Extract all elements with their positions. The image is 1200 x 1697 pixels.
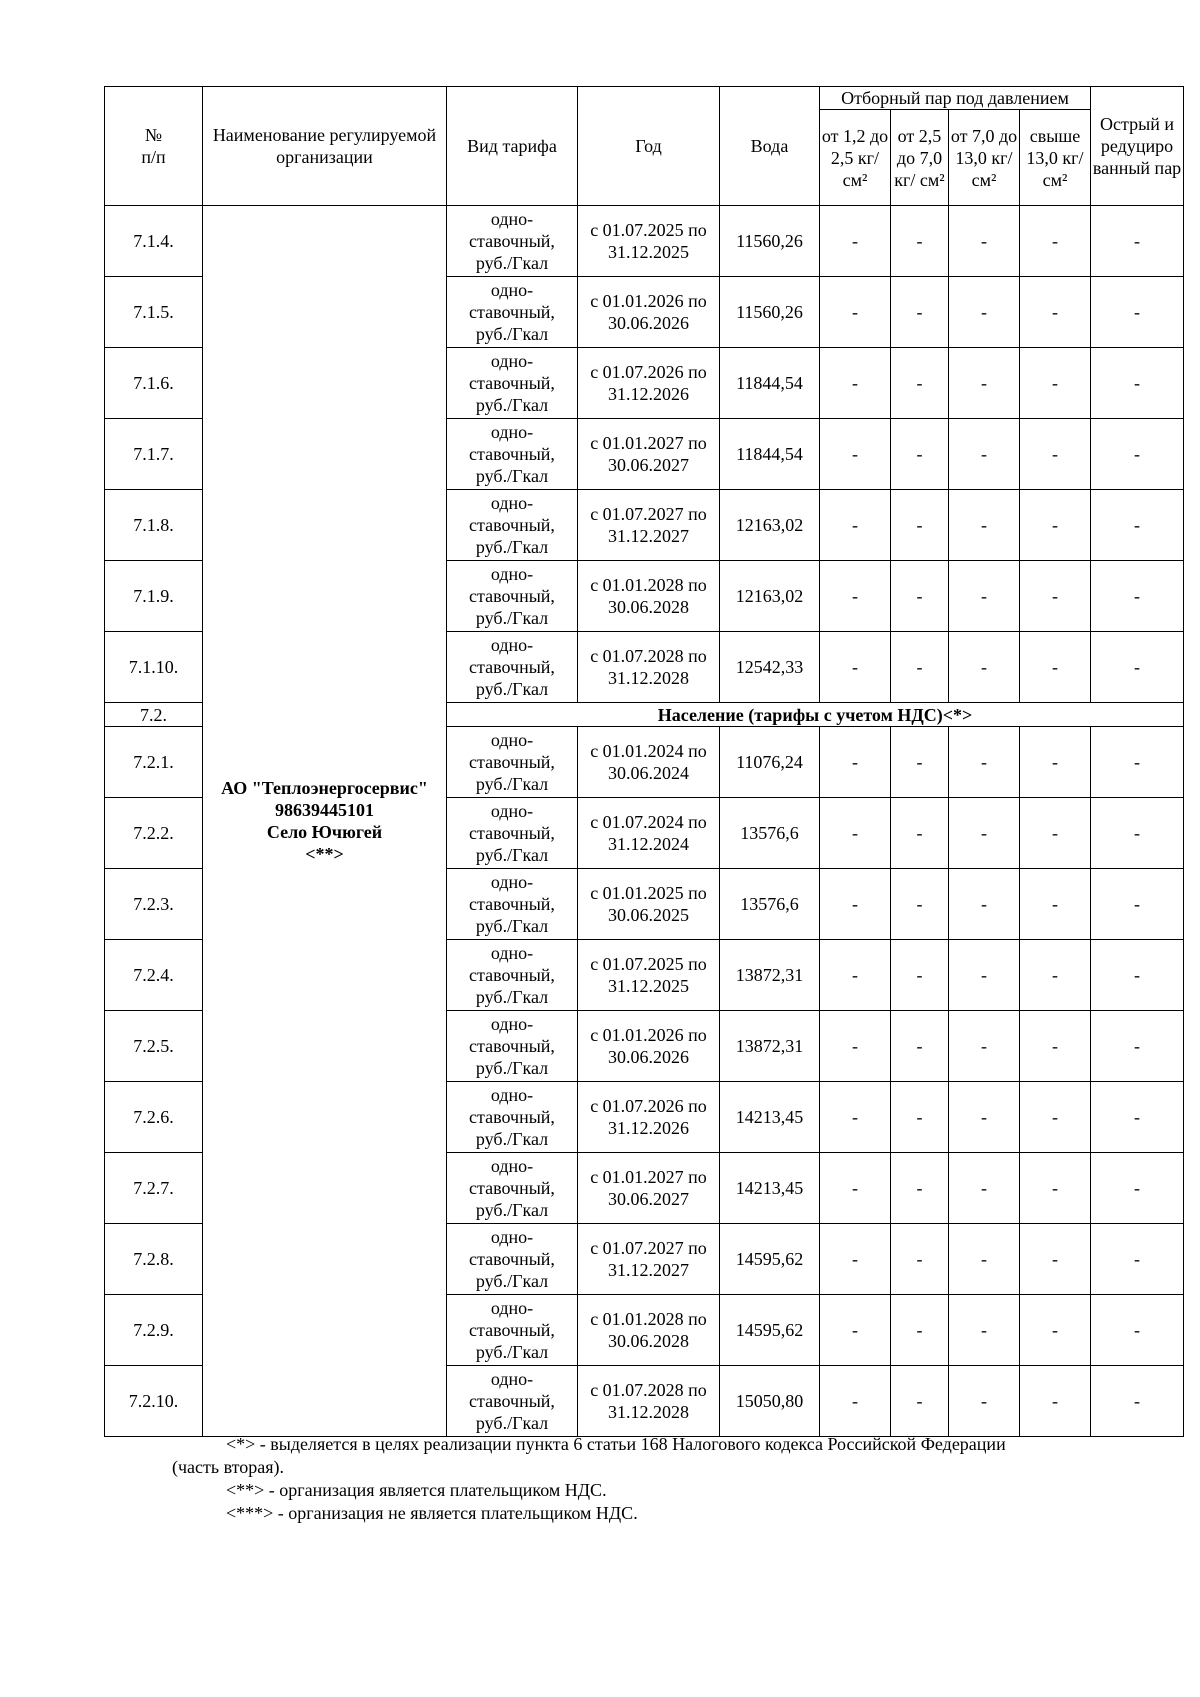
cell-p1: - — [820, 1153, 891, 1224]
header-year: Год — [578, 87, 720, 206]
cell-sharp: - — [1091, 419, 1184, 490]
cell-water: 11844,54 — [720, 419, 820, 490]
cell-p1: - — [820, 1366, 891, 1437]
cell-sharp: - — [1091, 490, 1184, 561]
cell-water: 11560,26 — [720, 277, 820, 348]
cell-period: с 01.07.2024 по 31.12.2024 — [578, 798, 720, 869]
cell-p4: - — [1020, 869, 1091, 940]
cell-period: с 01.01.2026 по 30.06.2026 — [578, 1011, 720, 1082]
cell-water: 14213,45 — [720, 1153, 820, 1224]
cell-sharp: - — [1091, 1295, 1184, 1366]
cell-period: с 01.07.2028 по 31.12.2028 — [578, 632, 720, 703]
cell-p3: - — [949, 419, 1020, 490]
cell-p2: - — [891, 561, 949, 632]
cell-sharp: - — [1091, 1224, 1184, 1295]
cell-tariff: одно- ставочный, руб./Гкал — [447, 1295, 578, 1366]
cell-period: с 01.01.2028 по 30.06.2028 — [578, 561, 720, 632]
cell-p1: - — [820, 940, 891, 1011]
section-num: 7.2. — [105, 703, 203, 727]
footnote-1: <*> - выделяется в целях реализации пункта 6 статьи 168 Налогового кодекса Российской Федерации — [226, 1434, 1006, 1454]
cell-p3: - — [949, 561, 1020, 632]
cell-water: 14595,62 — [720, 1224, 820, 1295]
cell-sharp: - — [1091, 869, 1184, 940]
cell-p1: - — [820, 1011, 891, 1082]
footnote-1-continuation: (часть вторая). — [172, 1457, 285, 1477]
cell-tariff: одно- ставочный, руб./Гкал — [447, 798, 578, 869]
cell-num: 7.1.10. — [105, 632, 203, 703]
section-title: Население (тарифы с учетом НДС)<*> — [447, 703, 1184, 727]
cell-num: 7.2.3. — [105, 869, 203, 940]
cell-sharp: - — [1091, 798, 1184, 869]
cell-tariff: одно- ставочный, руб./Гкал — [447, 419, 578, 490]
cell-tariff: одно- ставочный, руб./Гкал — [447, 561, 578, 632]
tariff-table — [104, 86, 1184, 1437]
cell-p3: - — [949, 940, 1020, 1011]
cell-num: 7.2.9. — [105, 1295, 203, 1366]
cell-p3: - — [949, 277, 1020, 348]
cell-p4: - — [1020, 1224, 1091, 1295]
cell-p2: - — [891, 798, 949, 869]
cell-p1: - — [820, 1295, 891, 1366]
organization-mark: <**> — [305, 844, 344, 864]
cell-p2: - — [891, 727, 949, 798]
cell-period: с 01.07.2027 по 31.12.2027 — [578, 1224, 720, 1295]
cell-num: 7.2.6. — [105, 1082, 203, 1153]
cell-p1: - — [820, 1224, 891, 1295]
cell-p3: - — [949, 206, 1020, 277]
cell-tariff: одно- ставочный, руб./Гкал — [447, 632, 578, 703]
footnote-2: <**> - организация является плательщиком НДС. — [226, 1480, 607, 1500]
cell-water: 14595,62 — [720, 1295, 820, 1366]
cell-tariff: одно- ставочный, руб./Гкал — [447, 348, 578, 419]
cell-p3: - — [949, 1153, 1020, 1224]
cell-p1: - — [820, 798, 891, 869]
cell-num: 7.1.4. — [105, 206, 203, 277]
cell-tariff: одно- ставочный, руб./Гкал — [447, 1153, 578, 1224]
cell-p4: - — [1020, 1295, 1091, 1366]
cell-p4: - — [1020, 632, 1091, 703]
cell-p4: - — [1020, 1366, 1091, 1437]
table-row — [105, 206, 1184, 277]
cell-tariff: одно- ставочный, руб./Гкал — [447, 1366, 578, 1437]
cell-p2: - — [891, 1011, 949, 1082]
cell-p3: - — [949, 869, 1020, 940]
cell-sharp: - — [1091, 277, 1184, 348]
cell-period: с 01.07.2028 по 31.12.2028 — [578, 1366, 720, 1437]
cell-sharp: - — [1091, 1082, 1184, 1153]
cell-tariff: одно- ставочный, руб./Гкал — [447, 277, 578, 348]
organization-name: АО "Теплоэнергосервис" — [221, 778, 428, 798]
header-pressure-4: свыше 13,0 кг/ см² — [1020, 110, 1091, 206]
header-tariff-type: Вид тарифа — [447, 87, 578, 206]
cell-num: 7.1.5. — [105, 277, 203, 348]
cell-num: 7.2.1. — [105, 727, 203, 798]
cell-p4: - — [1020, 1011, 1091, 1082]
cell-num: 7.2.5. — [105, 1011, 203, 1082]
cell-p2: - — [891, 869, 949, 940]
cell-water: 13872,31 — [720, 940, 820, 1011]
cell-sharp: - — [1091, 206, 1184, 277]
cell-p4: - — [1020, 490, 1091, 561]
cell-period: с 01.07.2025 по 31.12.2025 — [578, 940, 720, 1011]
cell-p4: - — [1020, 348, 1091, 419]
cell-p1: - — [820, 632, 891, 703]
organization-place: Село Ючюгей — [266, 822, 383, 842]
cell-p3: - — [949, 348, 1020, 419]
cell-water: 13576,6 — [720, 869, 820, 940]
cell-p2: - — [891, 1224, 949, 1295]
cell-sharp: - — [1091, 1366, 1184, 1437]
cell-num: 7.2.2. — [105, 798, 203, 869]
cell-period: с 01.01.2025 по 30.06.2025 — [578, 869, 720, 940]
cell-p3: - — [949, 1224, 1020, 1295]
header-row-1 — [105, 87, 1184, 110]
cell-tariff: одно- ставочный, руб./Гкал — [447, 940, 578, 1011]
cell-p2: - — [891, 632, 949, 703]
cell-water: 11844,54 — [720, 348, 820, 419]
cell-p1: - — [820, 561, 891, 632]
cell-p3: - — [949, 727, 1020, 798]
cell-p1: - — [820, 277, 891, 348]
cell-p3: - — [949, 1082, 1020, 1153]
cell-water: 14213,45 — [720, 1082, 820, 1153]
cell-tariff: одно- ставочный, руб./Гкал — [447, 490, 578, 561]
cell-num: 7.1.7. — [105, 419, 203, 490]
footnotes — [172, 1433, 1182, 1525]
cell-water: 11076,24 — [720, 727, 820, 798]
cell-p3: - — [949, 632, 1020, 703]
cell-p4: - — [1020, 206, 1091, 277]
cell-period: с 01.07.2027 по 31.12.2027 — [578, 490, 720, 561]
header-num: № п/п — [105, 87, 203, 206]
cell-p4: - — [1020, 561, 1091, 632]
cell-period: с 01.07.2026 по 31.12.2026 — [578, 348, 720, 419]
cell-p2: - — [891, 1366, 949, 1437]
cell-p2: - — [891, 490, 949, 561]
cell-p3: - — [949, 1295, 1020, 1366]
cell-p4: - — [1020, 940, 1091, 1011]
header-pressure-3: от 7,0 до 13,0 кг/ см² — [949, 110, 1020, 206]
cell-p2: - — [891, 206, 949, 277]
cell-water: 11560,26 — [720, 206, 820, 277]
cell-p4: - — [1020, 419, 1091, 490]
cell-p2: - — [891, 419, 949, 490]
cell-water: 15050,80 — [720, 1366, 820, 1437]
cell-p1: - — [820, 727, 891, 798]
cell-num: 7.2.7. — [105, 1153, 203, 1224]
cell-p2: - — [891, 277, 949, 348]
cell-water: 13872,31 — [720, 1011, 820, 1082]
header-pressure-2: от 2,5 до 7,0 кг/ см² — [891, 110, 949, 206]
cell-period: с 01.01.2027 по 30.06.2027 — [578, 419, 720, 490]
cell-sharp: - — [1091, 1153, 1184, 1224]
cell-sharp: - — [1091, 348, 1184, 419]
organization-code: 98639445101 — [275, 800, 374, 820]
cell-p3: - — [949, 798, 1020, 869]
footnote-3: <***> - организация не является плательщиком НДС. — [226, 1503, 638, 1523]
cell-num: 7.1.6. — [105, 348, 203, 419]
cell-period: с 01.01.2028 по 30.06.2028 — [578, 1295, 720, 1366]
cell-period: с 01.07.2026 по 31.12.2026 — [578, 1082, 720, 1153]
cell-water: 12163,02 — [720, 490, 820, 561]
cell-period: с 01.07.2025 по 31.12.2025 — [578, 206, 720, 277]
cell-p1: - — [820, 419, 891, 490]
cell-p2: - — [891, 940, 949, 1011]
cell-p2: - — [891, 348, 949, 419]
cell-num: 7.2.10. — [105, 1366, 203, 1437]
cell-p3: - — [949, 490, 1020, 561]
cell-p2: - — [891, 1153, 949, 1224]
cell-sharp: - — [1091, 1011, 1184, 1082]
cell-tariff: одно- ставочный, руб./Гкал — [447, 1224, 578, 1295]
cell-sharp: - — [1091, 727, 1184, 798]
cell-water: 12542,33 — [720, 632, 820, 703]
cell-p2: - — [891, 1295, 949, 1366]
cell-p1: - — [820, 490, 891, 561]
cell-num: 7.1.8. — [105, 490, 203, 561]
header-sharp-steam: Острый и редуциро ванный пар — [1091, 87, 1184, 206]
cell-tariff: одно- ставочный, руб./Гкал — [447, 869, 578, 940]
cell-p1: - — [820, 1082, 891, 1153]
header-pressure-1: от 1,2 до 2,5 кг/ см² — [820, 110, 891, 206]
cell-p4: - — [1020, 277, 1091, 348]
cell-p2: - — [891, 1082, 949, 1153]
cell-num: 7.1.9. — [105, 561, 203, 632]
cell-sharp: - — [1091, 940, 1184, 1011]
cell-p1: - — [820, 206, 891, 277]
cell-p4: - — [1020, 1153, 1091, 1224]
cell-water: 12163,02 — [720, 561, 820, 632]
cell-sharp: - — [1091, 632, 1184, 703]
cell-sharp: - — [1091, 561, 1184, 632]
cell-p4: - — [1020, 727, 1091, 798]
cell-tariff: одно- ставочный, руб./Гкал — [447, 1082, 578, 1153]
organization-cell — [203, 206, 447, 1437]
cell-tariff: одно- ставочный, руб./Гкал — [447, 206, 578, 277]
cell-p1: - — [820, 348, 891, 419]
cell-period: с 01.01.2024 по 30.06.2024 — [578, 727, 720, 798]
cell-water: 13576,6 — [720, 798, 820, 869]
cell-p3: - — [949, 1011, 1020, 1082]
cell-tariff: одно- ставочный, руб./Гкал — [447, 727, 578, 798]
header-steam-group: Отборный пар под давлением — [820, 87, 1091, 110]
header-org: Наименование регулируемой организации — [203, 87, 447, 206]
cell-p4: - — [1020, 798, 1091, 869]
cell-period: с 01.01.2027 по 30.06.2027 — [578, 1153, 720, 1224]
cell-num: 7.2.4. — [105, 940, 203, 1011]
cell-p3: - — [949, 1366, 1020, 1437]
cell-p4: - — [1020, 1082, 1091, 1153]
cell-tariff: одно- ставочный, руб./Гкал — [447, 1011, 578, 1082]
cell-period: с 01.01.2026 по 30.06.2026 — [578, 277, 720, 348]
cell-num: 7.2.8. — [105, 1224, 203, 1295]
header-water: Вода — [720, 87, 820, 206]
cell-p1: - — [820, 869, 891, 940]
